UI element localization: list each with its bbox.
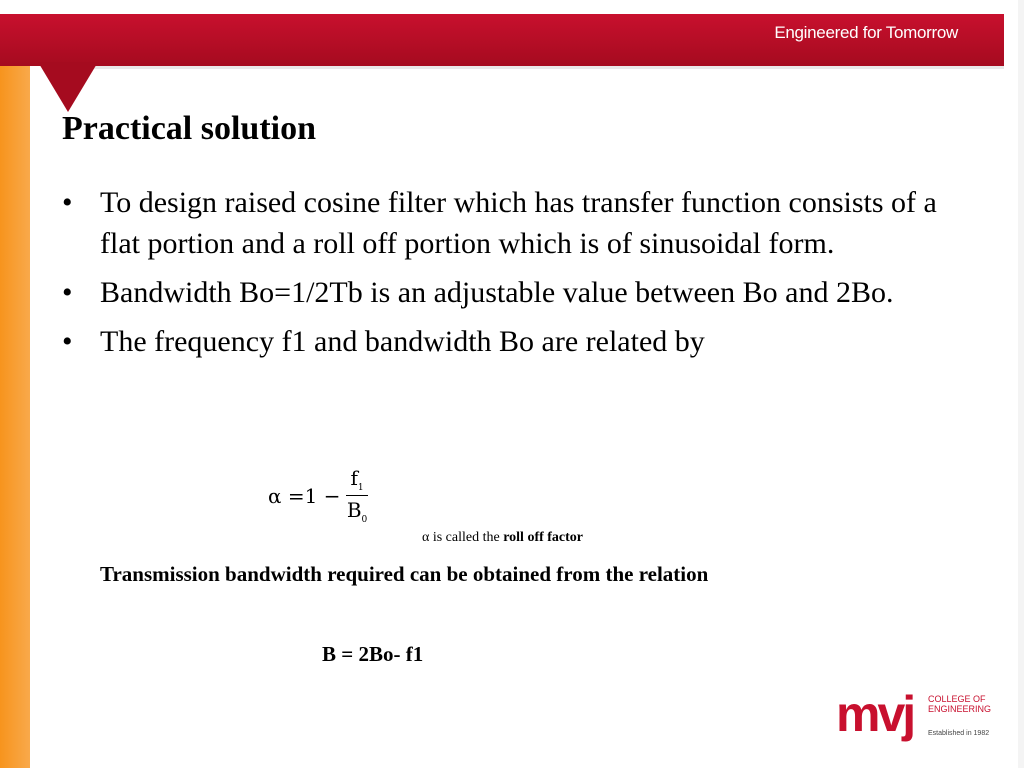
bullet-item xyxy=(62,272,962,313)
rolloff-note-emphasis: roll off factor xyxy=(503,530,584,545)
denominator-subscript: 0 xyxy=(361,515,368,525)
slide-title: Practical solution xyxy=(62,110,317,147)
numerator-subscript: 1 xyxy=(357,483,364,493)
bullet-list xyxy=(62,182,962,370)
banner-notch xyxy=(38,62,98,112)
rolloff-note-prefix: α is called the xyxy=(422,530,500,545)
left-accent-bar xyxy=(0,14,30,768)
formula-fraction xyxy=(346,466,367,525)
numerator-symbol: f xyxy=(350,466,358,490)
formula-lhs: α =1 − xyxy=(268,483,341,508)
header-tagline: Engineered for Tomorrow xyxy=(774,23,958,42)
formula-denominator xyxy=(347,496,367,525)
rolloff-formula xyxy=(268,466,368,525)
right-edge xyxy=(1018,0,1024,768)
formula-numerator xyxy=(346,466,367,496)
logo-line-2: ENGINEERING xyxy=(928,704,992,714)
banner-shadow xyxy=(60,66,1004,69)
logo-text xyxy=(928,694,994,714)
bullet-icon: • xyxy=(62,276,73,309)
logo-mark: mvj xyxy=(836,686,914,742)
bullet-text: Bandwidth Bo=1/2Tb is an adjustable value between Bo and 2Bo. xyxy=(100,276,894,309)
logo-established: Established in 1982 xyxy=(928,730,990,737)
bullet-text: The frequency f1 and bandwidth Bo are related by xyxy=(100,325,705,358)
bullet-item xyxy=(62,182,962,264)
logo-line-1: COLLEGE OF xyxy=(928,694,986,704)
bullet-item xyxy=(62,321,962,362)
bullet-icon: • xyxy=(62,325,73,358)
bullet-icon: • xyxy=(62,186,73,219)
college-logo xyxy=(836,688,996,748)
bullet-text: To design raised cosine filter which has transfer function consists of a flat portion and a roll off portion which is of sinusoidal form. xyxy=(100,186,937,260)
bandwidth-equation: B = 2Bo- f1 xyxy=(322,642,424,666)
rolloff-note xyxy=(422,530,583,546)
relation-text: Transmission bandwidth required can be obtained from the relation xyxy=(100,562,709,586)
denominator-symbol: B xyxy=(346,498,362,522)
